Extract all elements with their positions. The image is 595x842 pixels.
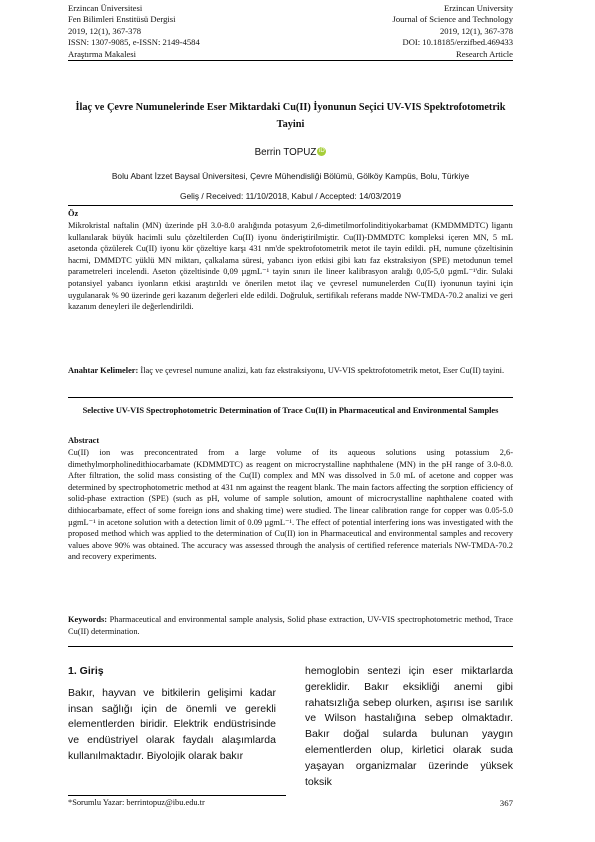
header-university-en: Erzincan University bbox=[444, 3, 513, 13]
keywords bbox=[68, 614, 513, 637]
intro-right-text: hemoglobin sentezi için eser miktarlarda gereklidir. Bakır eksikliği anemi gibi rahatsızlığa sebep olurken, aşırısı ise sarılık ve Wilson hastalığına sebep olmaktadır. Bakır doğal sularda bulunan yaygın elementlerden olup, kirletici olarak suda yaşayan organizmalar üzerinde yüksek toksik bbox=[305, 665, 513, 788]
intro-heading: 1. Giriş bbox=[68, 665, 104, 677]
header-article-type: Araştırma Makalesi bbox=[68, 48, 137, 59]
intro-right-column bbox=[305, 664, 513, 790]
header-university: Erzincan Üniversitesi bbox=[68, 3, 143, 13]
keywords-label: Keywords: bbox=[68, 615, 108, 624]
abstract-heading: Abstract bbox=[68, 436, 100, 445]
keywords-text: Pharmaceutical and environmental sample analysis, Solid phase extraction, UV-VIS spectrophotometric method, Trace Cu(II) determination. bbox=[68, 615, 514, 636]
abstract-bottom-divider bbox=[68, 646, 513, 647]
author-name: Berrin TOPUZ bbox=[254, 147, 317, 158]
header-issn: ISSN: 1307-9085, e-ISSN: 2149-4584 bbox=[68, 37, 200, 48]
english-title: Selective UV-VIS Spectrophotometric Determination of Trace Cu(II) in Pharmaceutical and Environmental Samples bbox=[82, 406, 499, 415]
footnote-divider bbox=[68, 795, 286, 796]
journal-header-left bbox=[68, 3, 200, 60]
paper-title: İlaç ve Çevre Numunelerinde Eser Miktardaki Cu(II) İyonunun Seçici UV-VIS Spektrofotometrik Tayini bbox=[75, 102, 506, 130]
anahtar-text: İlaç ve çevresel numune analizi, katı faz ekstraksiyonu, UV-VIS spektrofotometrik metot, Eser Cu(II) tayini. bbox=[140, 366, 505, 375]
intro-left-text: Bakır, hayvan ve bitkilerin gelişimi kadar insan sağlığı için de önemli ve gerekli elementlerden biridir. Elektrik endüstrisinde ve endüstriyel olarak faydalı alaşımlarda kullanılmaktadır. Biyolojik olarak bakır bbox=[68, 686, 276, 762]
oz-text: Mikrokristal naftalin (MN) üzerinde pH 3.0-8.0 aralığında potasyum 2,6-dimetilmorfolinditiyokarbamat (KMDMMDTC) ligantı kullanılarak büyük hacimli sulu çözeltilerden Cu(II) iyonu önderiştirilmiştir. Cu(II)-DMMDTC kompleksi içeren MN, 5 mL asetonda çözülerek Cu(II) iyonu kör çözeltiye karşı 431 nm'de spektrofotometrik metot ile tayin edildi. pH, numune çözeltisinin hacmi, DMMDTC yüklü MN miktarı, çalkalama süresi, yabancı iyon etkisi gibi katı faz ekstraksiyon (SPE) metodunun temel parametreleri incelendi. Aseton çözeltisinde 0,09 µgmL⁻¹ tayin sınırı ile lineer kalibrasyon aralığı 0,05-5,0 µgmL⁻¹'dir. Sulaki potansiyel yabancı iyonların etkisi araştırıldı ve önerilen metot ilaç ve çevresel numunelerden Cu(II) iyonunun tayini için uygulanarak % 90 üzerinde geri kazanım değerleri elde edildi. Doğruluk, sertifikalı referans madde NW-TMDA-70.2 analizi ve geri kazanım deneyleri ile değerlendirildi. bbox=[68, 221, 513, 312]
abstract-top-divider bbox=[68, 205, 513, 206]
affiliation: Bolu Abant İzzet Baysal Üniversitesi, Çevre Mühendisliği Bölümü, Gölköy Kampüs, Bolu, Türkiye bbox=[111, 171, 470, 181]
author-line bbox=[68, 147, 513, 158]
intro-left-column bbox=[68, 664, 276, 765]
header-journal: Fen Bilimleri Enstitüsü Dergisi bbox=[68, 14, 176, 25]
header-journal-en: Journal of Science and Technology bbox=[392, 14, 513, 25]
header-divider bbox=[68, 60, 513, 61]
header-volume: 2019, 12(1), 367-378 bbox=[68, 25, 142, 36]
anahtar-label: Anahtar Kelimeler: bbox=[68, 366, 139, 375]
page-number: 367 bbox=[499, 798, 513, 808]
header-doi: DOI: 10.18185/erzifbed.469433 bbox=[402, 37, 513, 48]
corresponding-author-footnote: *Sorumlu Yazar: berrintopuz@ibu.edu.tr bbox=[68, 798, 205, 807]
journal-header-right bbox=[393, 3, 513, 60]
anahtar-kelimeler bbox=[68, 365, 513, 377]
abstract-text: Cu(II) ion was preconcentrated from a large volume of its aqueous solutions using potassium 2,6-dimethylmorpholinedithiocarbamate (KDMMDTC) as reagent on microcrystalline naphthalene (MN) in the pH range of 3.0-8.0. After filtration, the solid mass consisting of the Cu(II) complex and MN was dissolved in 5.0 mL of acetone and copper was determined by spectrophotometric method at 431 nm against the reagent blank. The main factors affecting the sorption efficiency of solid-phase extraction (SPE) (such as pH, volume of sample solution, amount of microcrystalline naphthalene coated with dithiocarbamate, effect of some foreign ions and shaking time) were studied. The linear calibration range for copper was 0.05-5.0 µgmL⁻¹ in acetone solution with a detection limit of 0.09 µgmL⁻¹. The effect of potential interfering ions was investigated with the proposed method which was applied to the determination of Cu(II) ion in Pharmaceutical and environmental samples and recovery values above 90% was obtained. The accuracy was assessed through the analysis of certified reference materials NW-TMDA-70.2 and recovery experiments. bbox=[68, 448, 513, 562]
received-accepted-dates: Geliş / Received: 11/10/2018, Kabul / Accepted: 14/03/2019 bbox=[179, 191, 401, 201]
oz-heading: Öz bbox=[68, 209, 79, 218]
orcid-icon[interactable]: iD bbox=[319, 148, 325, 154]
header-volume-en: 2019, 12(1), 367-378 bbox=[439, 25, 513, 36]
header-article-type-en: Research Article bbox=[455, 48, 513, 59]
mid-divider bbox=[68, 397, 513, 398]
